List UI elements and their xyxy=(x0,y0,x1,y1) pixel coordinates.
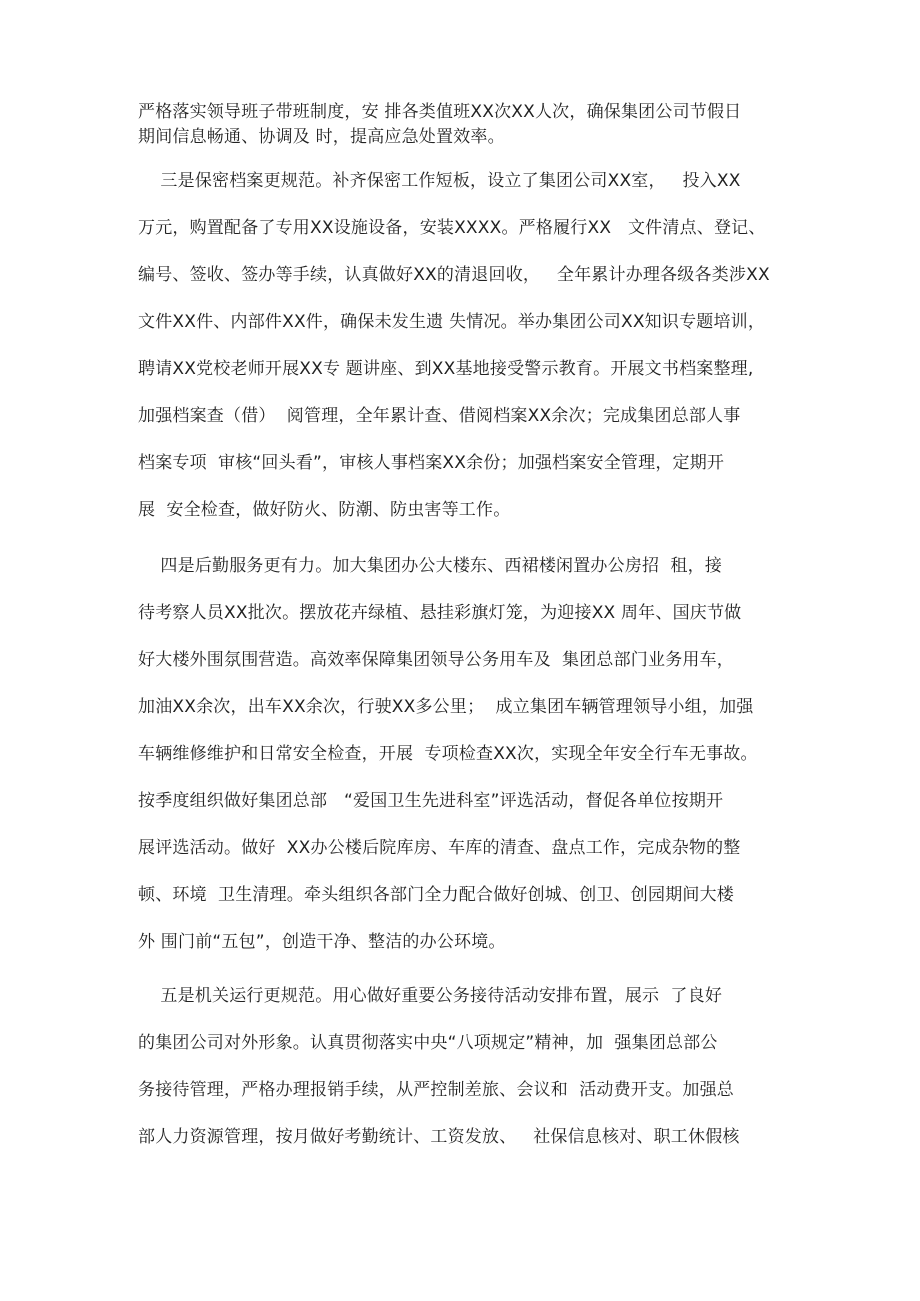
text-line: 严格落实领导班子带班制度，安 排各类值班XX次XX人次，确保集团公司节假日 xyxy=(138,102,742,122)
paragraph-logistics-services xyxy=(138,543,798,966)
paragraph-office-operations xyxy=(138,973,798,1161)
paragraph-confidential-archives xyxy=(138,158,798,534)
paragraph-duty-schedule xyxy=(138,100,798,150)
text-line: 顿、环境 卫生清理。牵头组织各部门全力配合做好创城、创卫、创园期间大楼 xyxy=(138,885,735,905)
text-line: 文件XX件、内部件XX件，确保未发生遗 失情况。举办集团公司XX知识专题培训， xyxy=(138,312,766,332)
text-line: 务接待管理，严格办理报销手续，从严控制差旅、会议和 活动费开支。加强总 xyxy=(138,1080,735,1100)
text-line: 四是后勤服务更有力。加大集团办公大楼东、西裙楼闲置办公房招 租，接 xyxy=(138,556,723,576)
text-line: 待考察人员XX批次。摆放花卉绿植、悬挂彩旗灯笼，为迎接XX 周年、国庆节做 xyxy=(138,603,742,623)
text-line: 期间信息畅通、协调及 时，提高应急处置效率。 xyxy=(138,127,505,147)
text-line: 聘请XX党校老师开展XX专 题讲座、到XX基地接受警示教育。开展文书档案整理, xyxy=(138,359,754,379)
text-line: 好大楼外围氛围营造。高效率保障集团领导公务用车及 集团总部门业务用车， xyxy=(138,650,735,670)
text-line: 加强档案查（借） 阅管理，全年累计查、借阅档案XX余次；完成集团总部人事 xyxy=(138,406,741,426)
text-line: 部人力资源管理，按月做好考勤统计、工资发放、 社保信息核对、职工休假核 xyxy=(138,1127,740,1147)
text-line: 档案专项 审核“回头看”，审核人事档案XX余份；加强档案安全管理，定期开 xyxy=(138,453,725,473)
text-line: 三是保密档案更规范。补齐保密工作短板，设立了集团公司XX室， 投入XX xyxy=(138,171,741,191)
text-line: 按季度组织做好集团总部 “爱国卫生先进科室”评选活动，督促各单位按期开 xyxy=(138,791,724,811)
text-line: 展 安全检查，做好防火、防潮、防虫害等工作。 xyxy=(138,500,511,520)
text-line: 车辆维修维护和日常安全检查，开展 专项检查XX次，实现全年安全行车无事故。 xyxy=(138,744,758,764)
text-line: 外 围门前“五包”，创造干净、整洁的办公环境。 xyxy=(138,932,506,952)
text-line: 的集团公司对外形象。认真贯彻落实中央“八项规定”精神，加 强集团总部公 xyxy=(138,1033,718,1053)
text-line: 展评选活动。做好 XX办公楼后院库房、车库的清查、盘点工作，完成杂物的整 xyxy=(138,838,741,858)
text-line: 五是机关运行更规范。用心做好重要公务接待活动安排布置，展示 了良好 xyxy=(138,986,723,1006)
text-line: 加油XX余次，出车XX余次，行驶XX多公里； 成立集团车辆管理领导小组，加强 xyxy=(138,697,754,717)
text-line: 编号、签收、签办等手续，认真做好XX的清退回收， 全年累计办理各级各类涉XX xyxy=(138,265,770,285)
text-line: 万元，购置配备了专用XX设施设备，安装XXXX。严格履行XX 文件清点、登记、 xyxy=(138,218,766,238)
